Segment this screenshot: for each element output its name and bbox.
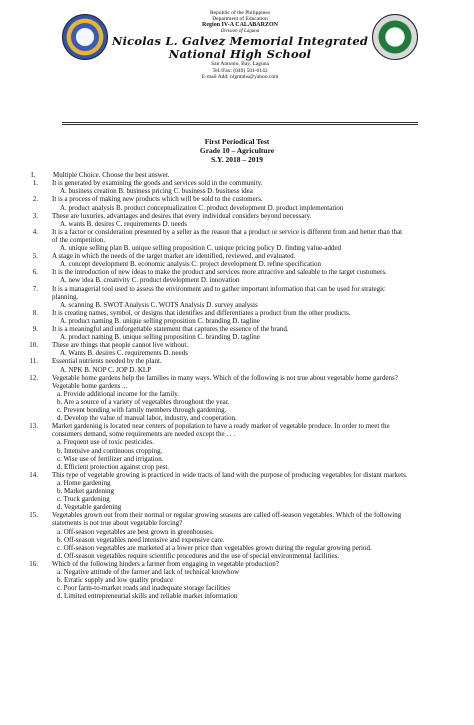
answer-option: c. Truck gardening bbox=[57, 495, 110, 504]
section-number: I. bbox=[31, 171, 36, 179]
answer-options: A. NPK B. NOP C. JOP D. KLP bbox=[60, 365, 152, 374]
gov-line3: Region IV-A CALABARZON bbox=[202, 22, 278, 28]
answer-options: A. scanning B. SWOT Analysis C. WOTS Analysis D. survey analysis bbox=[60, 300, 258, 309]
answer-options: A. product analysis B. product conceptualization C. product development D. product implementation bbox=[60, 203, 344, 212]
title-line1: First Periodical Test bbox=[204, 137, 270, 146]
school-seal-logo bbox=[372, 14, 418, 60]
letterhead bbox=[110, 10, 370, 81]
question-number: 9. bbox=[32, 325, 38, 333]
question-number: 11. bbox=[29, 357, 38, 366]
answer-option: c. Wise use of fertilizer and irrigation. bbox=[57, 454, 164, 463]
answer-option: b. Intensive and continuous cropping. bbox=[57, 446, 163, 455]
question-text: It is generated by examining the goods and services sold in the community. bbox=[52, 179, 263, 188]
answer-options: A. product naming B. unique selling proposition C. branding D. tagline bbox=[60, 316, 260, 325]
question-number: 2. bbox=[32, 195, 38, 204]
answer-options: A. new idea B. creativity C. product development D. innovation bbox=[60, 276, 240, 285]
question-text: of the competition. bbox=[52, 235, 106, 244]
question-text: These are things that people cannot live without. bbox=[52, 341, 189, 350]
answer-options: A. unique selling plan B. unique selling proposition C. unique pricing policy D. finding value-added bbox=[60, 244, 342, 252]
question-text: Vegetable home gardens help the families in many ways. Which of the following is not true about vegetable home gardens? bbox=[52, 373, 398, 382]
question-text: It is a process of making new products which will be sold to the customers. bbox=[52, 195, 263, 204]
answer-option: a. Negative attitude of the farmer and lack of technical knowhow bbox=[57, 568, 240, 576]
question-number: 8. bbox=[32, 308, 38, 317]
header-divider-2 bbox=[62, 124, 418, 125]
question-text: This type of vegetable growing is practiced in wide tracts of land with the purpose of producing vegetables for distant markets. bbox=[52, 470, 408, 479]
answer-options: A. concept development B. economic analysis C. project development D. refine specification bbox=[60, 260, 322, 269]
section-instruction: Multiple Choice. Choose the best answer. bbox=[53, 171, 170, 179]
deped-seal-logo bbox=[62, 14, 108, 60]
answer-option: c. Prevent bonding with family members through gardening. bbox=[57, 406, 227, 414]
question-number: 6. bbox=[32, 268, 38, 277]
question-number: 7. bbox=[32, 284, 38, 293]
gov-line4: Division of Laguna bbox=[220, 29, 260, 34]
answer-options: A. Wants B. desires C. requirements D. needs bbox=[60, 349, 188, 358]
answer-option: d. Vegetable gardening bbox=[57, 503, 122, 512]
answer-option: d. Limited entrepreneurial skills and reliable market information bbox=[57, 592, 238, 601]
question-number: 12. bbox=[29, 373, 38, 382]
answer-options: A. business creation B. business pricing C. business D. business idea bbox=[60, 187, 253, 196]
answer-options: A. product naming B. unique selling proposition C. branding D. tagline bbox=[60, 333, 260, 342]
question-text: It is the introduction of new ideas to make the product and services more attractive and saleable to the target customers. bbox=[52, 268, 387, 277]
question-number: 1. bbox=[32, 179, 38, 188]
answer-option: b. Are a source of a variety of vegetables throughout the year. bbox=[57, 397, 230, 406]
question-text: Essential nutrients needed by the plant. bbox=[52, 357, 162, 366]
address-line1: San Antonio, Bay, Laguna bbox=[211, 61, 269, 67]
answer-option: b. Off-season vegetables need intensive and expensive care. bbox=[57, 535, 225, 544]
title-line2: Grade 10 – Agriculture bbox=[199, 146, 275, 155]
answer-option: d. Efficient protection against crop pest. bbox=[57, 462, 170, 471]
question-number: 15. bbox=[29, 511, 38, 520]
question-number: 16. bbox=[29, 559, 38, 568]
question-text: consumers demand, some requirements are needed except the . . . bbox=[52, 430, 236, 439]
question-text: It is a managerial tool used to assess the environment and to gather important information that can be used for strategic bbox=[52, 284, 386, 293]
test-title bbox=[0, 137, 474, 164]
school-name-line2: National High School bbox=[168, 47, 312, 61]
question-text: It is a factor or consideration presented by a seller as the reason that a product or service is different from and better than that bbox=[52, 227, 403, 236]
answer-option: b. Erratic supply and low quality produce bbox=[57, 576, 174, 585]
address-line2: Tel./Fax: (049) 501-0142 bbox=[212, 67, 268, 74]
address-line3: E-mail Add: nlgmnhs@yahoo.com bbox=[201, 74, 279, 80]
answer-options: A. wants B. desires C. requirements D. needs bbox=[60, 219, 187, 228]
question-text: planning. bbox=[52, 292, 79, 301]
question-text: Vegetables grown out from their normal or regular growing seasons are called off-season vegetables. Which of the following bbox=[52, 511, 402, 520]
question-text: It is a meaningful and unforgettable statement that captures the essence of the brand. bbox=[52, 325, 289, 333]
answer-option: a. Provide additional income for the family. bbox=[57, 389, 180, 398]
question-text: Vegetable home gardens ... bbox=[52, 381, 128, 390]
question-number: 3. bbox=[32, 211, 38, 220]
gov-line2: Department of Education bbox=[212, 16, 268, 22]
question-text: Market gardening is located near centers of population to have a ready market of vegetable produce. In order to meet the bbox=[52, 422, 390, 431]
title-line3: S.Y. 2018 – 2019 bbox=[210, 155, 264, 164]
question-number: 10. bbox=[29, 341, 38, 350]
question-text: Which of the following hinders a farmer from engaging in vegetable production? bbox=[52, 559, 279, 568]
header-divider bbox=[62, 122, 418, 123]
answer-option: b. Market gardening bbox=[57, 487, 114, 495]
answer-option: c. Off-season vegetables are marketed at a lower price than vegetables grown during the regular growing period. bbox=[57, 543, 372, 552]
question-number: 14. bbox=[29, 470, 38, 479]
answer-option: a. Frequent use of toxic pesticides. bbox=[57, 438, 155, 447]
question-text: These are luxuries, advantages and desires that every individual considers beyond necessary. bbox=[52, 211, 312, 220]
question-number: 5. bbox=[32, 252, 38, 261]
question-number: 13. bbox=[29, 422, 38, 431]
answer-option: c. Poor farm-to-market roads and inadequate storage facilities bbox=[57, 584, 230, 593]
school-name-line1: Nicolas L. Galvez Memorial Integrated bbox=[111, 34, 369, 48]
gov-line1: Republic of the Philippines bbox=[209, 10, 271, 16]
question-text: It is creating names, symbol, or designs that identifies and differentiates a product from the other products. bbox=[52, 308, 351, 317]
question-number: 4. bbox=[32, 227, 38, 236]
answer-option: d. Develop the value of manual labor, industry, and cooperation. bbox=[57, 414, 237, 423]
answer-option: a. Off-season vegetables are best grown in greenhouses. bbox=[57, 527, 214, 536]
question-text: statements is not true about vegetable forcing? bbox=[52, 519, 183, 528]
answer-option: a. Home gardening bbox=[57, 478, 111, 487]
answer-option: d. Off-season vegetables require scientific procedures and the use of special environmental facilities. bbox=[57, 551, 340, 560]
question-text: A stage in which the needs of the target market are identified, reviewed, and evaluated. bbox=[52, 252, 296, 261]
